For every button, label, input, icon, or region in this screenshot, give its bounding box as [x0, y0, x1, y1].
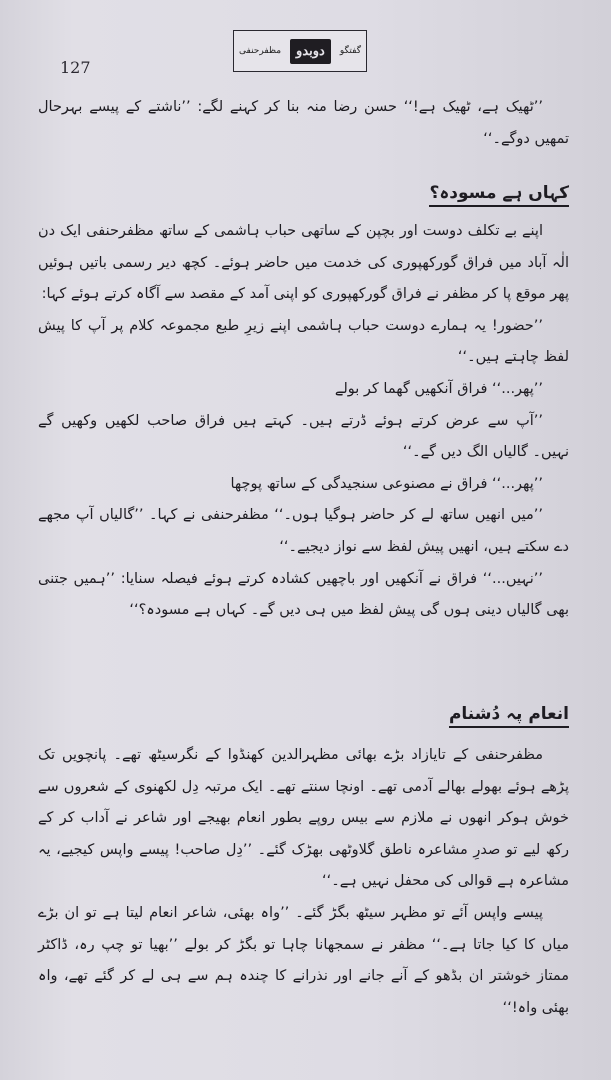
book-header-logo — [233, 30, 367, 72]
header-left-word: گفتگو — [339, 46, 361, 56]
page-number: 127 — [60, 58, 91, 77]
header-author: مظفرحنفی — [239, 46, 282, 56]
paragraph: ’’پھر...‘‘ فراق نے مصنوعی سنجیدگی کے ساتھ پوچھا — [230, 475, 543, 492]
section-reward-body — [38, 740, 569, 1024]
paragraph: ’’پھر...‘‘ فراق آنکھیں گھما کر بولے — [334, 380, 543, 397]
opening-paragraph-block — [38, 92, 569, 155]
paragraph: اپنے بے تکلف دوست اور بچپن کے ساتھی حباب ہاشمی کے ساتھ مظفرحنفی ایک دن الٰہ آباد میں فراق گورکھپوری کی خدمت میں حاضر ہوئے۔ کچھ دیر رسمی باتیں ہوئیں پھر موقع پا کر مظفر نے فراق گورکھپوری کو اپنی آمد کے مقصد سے آگاہ کرتے ہوئے کہا: — [38, 223, 569, 303]
section-manuscript-body — [38, 216, 569, 627]
paragraph: ’’ٹھیک ہے، ٹھیک ہے!‘‘ حسن رضا منہ بنا کر کہنے لگے: ’’ناشتے کے پیسے بہرحال تمھیں دوگے۔‘‘ — [38, 99, 569, 147]
header-title: دوبدو — [290, 39, 331, 64]
paragraph: مظفرحنفی کے تایازاد بڑے بھائی مظہرالدین کھنڈوا کے نگرسیٹھ تھے۔ پانچویں تک پڑھے ہوئے بھولے بھالے آدمی تھے۔ اونچا سنتے تھے۔ ایک مرتبہ دِل لکھنوی کے شعروں سے خوش ہوکر انھوں نے ملازم سے بیس روپے بطور انعام بھیجے اور شاعر نے آداب کر کے رکھ لیے تو صدرِ مشاعرہ ناطق گلاوٹھی بھڑک گئے۔ ’’دِل صاحب! پیسے واپس کیجیے، یہ مشاعرہ ہے قوالی کی محفل نہیں ہے۔‘‘ — [38, 747, 569, 890]
section-heading-reward: انعام پہ دُشنام — [449, 703, 569, 728]
paragraph: پیسے واپس آئے تو مظہر سیٹھ بگڑ گئے۔ ’’واہ بھئی، شاعر انعام لیتا ہے تو ان بڑے میاں کا کیا جاتا ہے۔‘‘ مظفر نے سمجھانا چاہا تو بگڑ کر بولے ’’بھیا تو چپ رہ، ڈاکٹر ممتاز خوشتر ان بڈھو کے آنے جانے اور نذرانے کا چندہ ہم سے ہی لے کر گئے تھے، واہ بھئی واہ!‘‘ — [38, 904, 569, 1016]
section-heading-manuscript: کہاں ہے مسودہ؟ — [429, 182, 569, 207]
paragraph: ’’نہیں...‘‘ فراق نے آنکھیں اور باچھیں کشادہ کرتے ہوئے فیصلہ سنایا: ’’ہمیں جتنی بھی گالیاں دینی ہوں گی پیش لفظ میں ہی دیں گے۔ کہاں ہے مسودہ؟‘‘ — [38, 570, 569, 619]
paragraph: ’’آپ سے عرض کرتے ہوئے ڈرتے ہیں۔ کہتے ہیں فراق صاحب لکھیں وکھیں گے نہیں۔ گالیاں الگ دیں گے۔‘‘ — [38, 412, 569, 461]
paragraph: ’’حضور! یہ ہمارے دوست حباب ہاشمی اپنے زیرِ طبع مجموعہ کلام پر آپ کا پیش لفظ چاہتے ہیں۔‘‘ — [38, 317, 569, 366]
paragraph: ’’میں انھیں ساتھ لے کر حاضر ہوگیا ہوں۔‘‘ مظفرحنفی نے کہا۔ ’’گالیاں آپ مجھے دے سکتے ہیں، انھیں پیش لفظ سے نواز دیجیے۔‘‘ — [38, 507, 569, 555]
